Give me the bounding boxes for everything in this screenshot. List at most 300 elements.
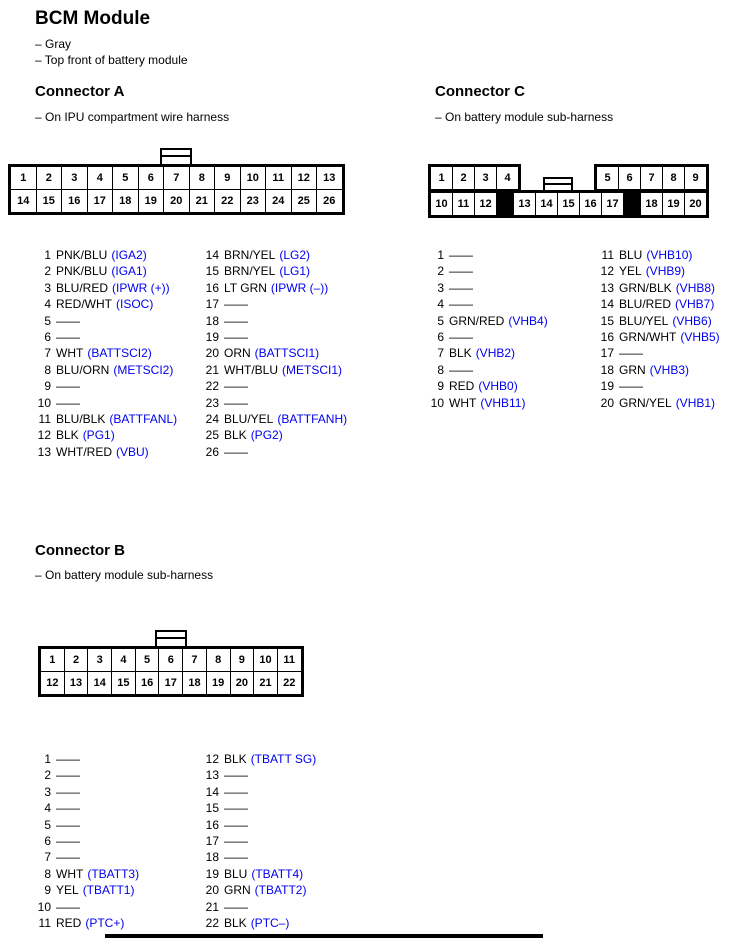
connector-b-row-2 [40,671,302,695]
pin-number: 2 [44,768,51,783]
pin-row [35,800,139,816]
wire-color: —— [56,395,80,410]
connector-b-tab [155,630,187,646]
pin-row [598,247,720,263]
signal-name: (IGA2) [111,248,147,262]
pin-row [203,866,316,882]
wire-color: —— [224,395,248,410]
pin-row [203,800,316,816]
pin-number: 13 [600,280,614,295]
pin-number: 6 [44,834,51,849]
signal-name: (BATTFANH) [277,412,348,427]
pin-cell: 17 [601,192,624,216]
wire-color: BRN/YEL [224,248,276,262]
pin-number: 18 [600,362,614,377]
wire-color: RED [56,916,82,931]
signal-name: (IPWR (+)) [112,280,170,295]
connector-a-pin-list-right [203,247,347,460]
pin-cell: 5 [596,166,619,190]
pin-row [35,444,177,460]
connector-c-pin-grid [428,164,709,218]
pin-cell: 7 [640,166,663,190]
pin-number: 9 [44,883,51,898]
pin-row [203,411,347,427]
wire-color: —— [224,444,248,459]
wire-color: BRN/YEL [224,264,276,279]
signal-name: (BATTSCI2) [87,346,152,361]
pin-number: 10 [430,395,444,410]
wire-color: —— [224,313,248,328]
signal-name: (TBATT2) [254,883,307,898]
header-notes [35,36,188,68]
connector-a-pin-grid [8,164,345,215]
pin-cell: 15 [557,192,580,216]
pin-number: 8 [44,866,51,881]
pin-row [35,882,139,898]
wire-color: WHT/RED [56,444,112,459]
pin-number: 3 [437,280,444,295]
signal-name: (VHB6) [672,313,712,328]
wire-color: —— [619,346,643,361]
pin-row [203,345,347,361]
pin-number: 11 [38,412,51,427]
wire-color: BLU/YEL [619,313,669,328]
pin-row [35,899,139,915]
pin-row [35,296,177,312]
wire-color: —— [449,330,473,345]
pin-row [203,329,347,345]
connector-c-row-2-group [428,190,709,218]
pin-row [598,378,720,394]
signal-name: (VHB0) [478,379,518,394]
wire-color: BLU [619,248,643,262]
wire-color: —— [56,752,80,766]
connector-a-note: – On IPU compartment wire harness [35,110,230,124]
connector-b-title: Connector B [35,542,125,559]
pin-number: 19 [205,866,219,881]
pin-number: 13 [205,768,219,783]
signal-name: (VHB5) [680,330,720,345]
pin-row [598,280,720,296]
connector-c-diagram [428,164,709,218]
pin-row [598,263,720,279]
wire-color: ORN [224,346,251,361]
pin-cell: 17 [87,189,114,213]
wire-color: WHT [449,395,477,410]
connector-a-row-1 [10,166,343,190]
pin-row [203,751,316,767]
connector-b-pin-list-right [203,751,316,931]
pin-row [203,882,316,898]
pin-row [203,899,316,915]
pin-number: 16 [600,330,614,345]
pin-cell: 3 [474,166,497,190]
signal-name: (BATTFANL) [109,412,178,427]
pin-cell: 6 [618,166,641,190]
pin-row [35,313,177,329]
pin-row [35,915,139,931]
pin-cell: 14 [87,671,112,695]
pin-row [35,345,177,361]
pin-cell: 9 [214,166,241,190]
wire-color: WHT/BLU [224,362,278,377]
pin-cell: 19 [662,192,685,216]
pin-row [35,263,177,279]
pin-cell: 2 [452,166,475,190]
pin-cell: 18 [640,192,663,216]
signal-name: (PG2) [250,428,283,443]
wire-color: BLK [56,428,79,443]
pin-cell: 8 [189,166,216,190]
wire-color: BLU/RED [619,297,672,312]
pin-number: 22 [205,916,219,931]
wire-color: GRN/BLK [619,280,672,295]
wire-color: —— [56,850,80,865]
connector-a-pin-list-left [35,247,177,460]
pin-number: 11 [601,248,614,262]
signal-name: (VHB1) [675,395,716,410]
pin-row [35,280,177,296]
connector-a-diagram [8,148,345,215]
wire-color: PNK/BLU [56,248,108,262]
connector-c-row-1 [428,164,709,192]
pin-cell: 19 [138,189,165,213]
pin-cell: 15 [36,189,63,213]
pin-cell: 13 [316,166,343,190]
pin-number: 7 [44,850,51,865]
connector-c-title: Connector C [435,83,525,100]
wire-color: —— [449,248,473,262]
pin-row [598,313,720,329]
connector-b-pin-grid [38,646,304,697]
signal-name: (VHB11) [480,395,526,410]
pin-cell: 23 [240,189,267,213]
pin-cell: 22 [277,671,302,695]
pin-cell: 16 [61,189,88,213]
wire-color: —— [224,850,248,865]
pin-row [598,395,720,411]
connector-c-cells-1-4 [430,166,519,190]
wire-color: GRN/RED [449,313,505,328]
pin-cell: 2 [36,166,63,190]
pin-number: 22 [205,379,219,394]
module-color-note: – Gray [35,37,72,51]
pin-number: 3 [44,280,51,295]
pin-row [203,427,347,443]
signal-name: (PG1) [82,428,115,443]
pin-row [203,817,316,833]
pin-row [35,329,177,345]
pin-number: 17 [600,346,614,361]
pin-row [203,849,316,865]
pin-row [35,411,177,427]
pin-number: 16 [205,817,219,832]
wire-color: —— [224,379,248,394]
signal-name: (IPWR (–)) [270,280,329,295]
pin-cell: 20 [684,192,707,216]
signal-name: (VHB3) [649,362,690,377]
pin-number: 18 [205,313,219,328]
pin-cell: 4 [111,648,136,672]
signal-name: (TBATT4) [251,866,304,881]
pin-number: 5 [44,817,51,832]
page-title: BCM Module [35,8,151,29]
wire-color: —— [449,280,473,295]
pin-cell: 24 [265,189,292,213]
signal-name: (IGA1) [111,264,147,279]
pin-row [203,915,316,931]
wire-color: —— [56,899,80,914]
connector-c-cells-5-9 [596,166,707,190]
signal-name: (METSCI2) [113,362,174,377]
signal-name: (METSCI1) [282,362,342,377]
wire-color: —— [224,817,248,832]
pin-row [203,378,347,394]
pin-number: 17 [205,834,219,849]
pin-row [203,247,347,263]
pin-number: 19 [205,330,219,345]
connector-a-row-2 [10,189,343,213]
pin-row [428,345,548,361]
pin-row [428,263,548,279]
pin-row [35,784,139,800]
pin-cell: 17 [158,671,183,695]
signal-name: (TBATT SG) [250,752,317,766]
wire-color: —— [619,379,643,394]
wire-color: GRN/WHT [619,330,677,345]
signal-name: (TBATT1) [82,883,135,898]
pin-cell: 5 [135,648,160,672]
pin-row [203,395,347,411]
pin-number: 6 [437,330,444,345]
pin-number: 15 [205,801,219,816]
pin-row [203,444,347,460]
wire-color: GRN [619,362,646,377]
connector-c-note: – On battery module sub-harness [435,110,614,124]
connector-c-row-1-right-group [594,164,709,192]
pin-number: 6 [44,330,51,345]
connector-a-tab-latch-line [162,155,190,157]
pin-row [35,817,139,833]
pin-number: 12 [37,428,51,443]
connector-b-row-1 [40,648,302,672]
pin-row [203,263,347,279]
pin-number: 11 [38,916,51,931]
pin-number: 4 [44,801,51,816]
connector-b-diagram [38,630,304,697]
pin-number: 14 [600,297,614,312]
signal-name: (LG2) [279,248,311,262]
wire-color: BLU/ORN [56,362,110,377]
wire-color: —— [56,768,80,783]
pin-cell: 11 [265,166,292,190]
signal-name: (VHB10) [646,248,693,262]
pin-cell: 18 [182,671,207,695]
connector-c-pin-list-left [428,247,548,411]
pin-row [428,313,548,329]
wire-color: LT GRN [224,280,267,295]
signal-name: (BATTSCI1) [254,346,320,361]
pin-cell: 10 [430,192,453,216]
pin-number: 14 [205,248,219,262]
pin-number: 15 [205,264,219,279]
pin-cell: 11 [452,192,475,216]
pin-row [428,362,548,378]
pin-cell: 1 [10,166,37,190]
pin-number: 1 [437,248,444,262]
pin-row [428,296,548,312]
wire-color: —— [224,330,248,345]
wire-color: —— [56,330,80,345]
wire-color: —— [449,362,473,377]
pin-row [35,395,177,411]
wire-color: BLU [224,866,248,881]
pin-number: 9 [44,379,51,394]
pin-number: 21 [205,899,219,914]
pin-row [428,395,548,411]
pin-row [35,767,139,783]
pin-cell: 19 [206,671,231,695]
pin-cell: 21 [253,671,278,695]
pin-cell: 22 [214,189,241,213]
pin-cell: 3 [61,166,88,190]
wire-color: —— [56,784,80,799]
signal-name: (PTC+) [85,916,125,931]
signal-name: (VHB9) [645,264,686,279]
pin-row [428,247,548,263]
pin-cell: 14 [10,189,37,213]
pin-cell: 9 [230,648,255,672]
pin-number: 12 [600,264,614,279]
pin-number: 18 [205,850,219,865]
connector-c-tab-latch-line [545,183,571,185]
wire-color: —— [224,297,248,312]
pin-number: 4 [44,297,51,312]
pin-cell: 10 [253,648,278,672]
pin-number: 1 [44,752,51,766]
pin-row [598,329,720,345]
pin-number: 24 [205,412,219,427]
pin-row [35,378,177,394]
pin-row [203,784,316,800]
pin-number: 13 [37,444,51,459]
pin-row [35,427,177,443]
pin-row [35,362,177,378]
connector-b-tab-latch-line [157,637,185,639]
pin-cell: 6 [138,166,165,190]
pin-number: 21 [205,362,219,377]
signal-name: (LG1) [279,264,311,279]
pin-number: 2 [44,264,51,279]
pin-row [35,833,139,849]
signal-name: (TBATT3) [87,866,140,881]
pin-row [203,313,347,329]
wire-color: —— [56,313,80,328]
pin-row [35,866,139,882]
signal-name: (PTC–) [250,916,290,931]
pin-cell: 5 [112,166,139,190]
pin-cell: 8 [662,166,685,190]
pin-number: 17 [205,297,219,312]
pin-number: 10 [37,899,51,914]
pin-row [598,362,720,378]
pin-cell: 13 [64,671,89,695]
pin-number: 1 [44,248,51,262]
pin-cell: 25 [291,189,318,213]
pin-number: 2 [437,264,444,279]
wire-color: —— [224,784,248,799]
pin-number: 15 [600,313,614,328]
pin-row [428,329,548,345]
pin-row [428,378,548,394]
pin-cell: 8 [206,648,231,672]
signal-name: (VHB4) [508,313,548,328]
pin-cell: 6 [158,648,183,672]
pin-row [35,247,177,263]
wire-color: BLU/RED [56,280,109,295]
wire-color: —— [224,768,248,783]
wire-color: BLK [224,428,247,443]
wire-color: —— [224,801,248,816]
wire-color: —— [56,834,80,849]
wire-color: —— [449,264,473,279]
wire-color: BLK [224,752,247,766]
pin-cell: 7 [163,166,190,190]
pin-number: 9 [437,379,444,394]
pin-number: 8 [44,362,51,377]
pin-cell: 18 [112,189,139,213]
pin-number: 14 [205,784,219,799]
pin-row [203,362,347,378]
signal-name: (VHB8) [675,280,716,295]
pin-number: 4 [437,297,444,312]
wire-color: YEL [619,264,642,279]
pin-number: 16 [205,280,219,295]
pin-number: 5 [437,313,444,328]
pin-row [203,280,347,296]
pin-number: 8 [437,362,444,377]
page-bottom-edge-artifact [105,934,543,938]
keyway-cell [496,192,514,216]
pin-cell: 20 [163,189,190,213]
pin-cell: 12 [40,671,65,695]
pin-cell: 15 [111,671,136,695]
pin-number: 20 [205,346,219,361]
pin-number: 26 [205,444,219,459]
wire-color: PNK/BLU [56,264,108,279]
wire-color: RED/WHT [56,297,112,312]
wire-color: —— [56,817,80,832]
connector-a-title: Connector A [35,83,125,100]
wire-color: GRN/YEL [619,395,672,410]
pin-number: 20 [205,883,219,898]
pin-row [428,280,548,296]
keyway-cell [623,192,641,216]
signal-name: (VHB7) [675,297,715,312]
pin-row [35,849,139,865]
wire-color: BLU/BLK [56,412,106,427]
pin-row [598,345,720,361]
pin-cell: 7 [182,648,207,672]
signal-name: (ISOC) [116,297,154,312]
connector-a-tab [160,148,192,164]
signal-name: (VHB2) [475,346,516,361]
pin-cell: 12 [291,166,318,190]
signal-name: (VBU) [116,444,149,459]
pin-number: 20 [600,395,614,410]
pin-cell: 21 [189,189,216,213]
wire-color: WHT [56,346,84,361]
